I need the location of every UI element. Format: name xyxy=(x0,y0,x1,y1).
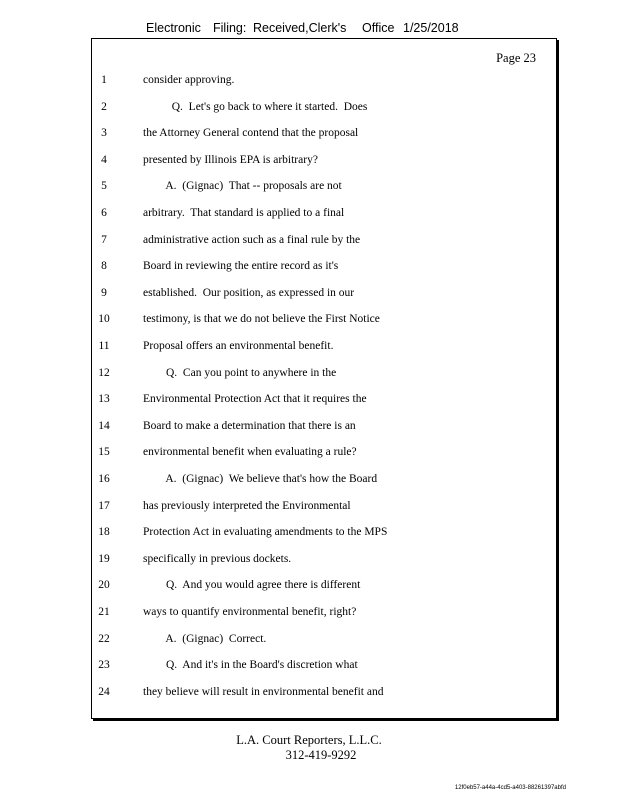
line-text: Board to make a determination that there is an xyxy=(143,419,356,432)
line-number: 1 xyxy=(101,74,107,86)
transcript-line xyxy=(0,522,618,542)
transcript-line xyxy=(0,336,618,356)
transcript-line xyxy=(0,230,618,250)
line-text: Environmental Protection Act that it requires the xyxy=(143,393,367,406)
line-text: environmental benefit when evaluating a rule? xyxy=(143,446,357,459)
line-number: 24 xyxy=(98,685,110,698)
line-number: 22 xyxy=(98,632,110,645)
transcript-line xyxy=(0,150,618,170)
stamp-received: Received,Clerk's xyxy=(253,21,347,35)
document-hash: 12f0eb57-a44a-4cd5-a403-88261397abfd xyxy=(454,785,566,791)
stamp-date: 1/25/2018 xyxy=(403,21,459,35)
line-number: 13 xyxy=(98,393,110,406)
transcript-line xyxy=(0,602,618,622)
line-text: Q. And you would agree there is different xyxy=(143,579,361,592)
transcript-line xyxy=(0,575,618,595)
line-number: 12 xyxy=(98,366,110,379)
line-text: testimony, is that we do not believe the First Notice xyxy=(143,313,380,326)
line-text: Protection Act in evaluating amendments to the MPS xyxy=(143,526,388,539)
transcript-line xyxy=(0,176,618,196)
line-text: presented by Illinois EPA is arbitrary? xyxy=(143,153,318,166)
line-text: Board in reviewing the entire record as it's xyxy=(143,260,339,273)
line-text: specifically in previous dockets. xyxy=(143,552,292,565)
transcript-line xyxy=(0,363,618,383)
line-text: consider approving. xyxy=(143,74,235,86)
line-number: 11 xyxy=(98,340,110,352)
stamp-electronic: Electronic xyxy=(146,21,201,35)
line-text: established. Our position, as expressed in our xyxy=(143,286,355,299)
transcript-line xyxy=(0,70,618,90)
transcript-line xyxy=(0,496,618,516)
transcript-line xyxy=(0,442,618,462)
line-text: A. (Gignac) Correct. xyxy=(143,632,267,645)
line-number: 15 xyxy=(98,446,110,459)
footer-phone: 312-419-9292 xyxy=(285,748,357,762)
line-number: 17 xyxy=(98,499,110,512)
line-number: 10 xyxy=(98,313,110,326)
line-number: 9 xyxy=(101,286,107,299)
transcript-line xyxy=(0,655,618,675)
transcript-line xyxy=(0,469,618,489)
line-text: ways to quantify environmental benefit, right? xyxy=(143,606,357,618)
transcript-line xyxy=(0,283,618,303)
transcript-line xyxy=(0,203,618,223)
transcript-line xyxy=(0,123,618,143)
line-number: 6 xyxy=(101,207,107,219)
stamp-filing: Filing: xyxy=(213,21,247,35)
transcript-line xyxy=(0,256,618,276)
line-number: 2 xyxy=(101,100,107,113)
line-text: they believe will result in environmental benefit and xyxy=(143,685,384,698)
transcript-line xyxy=(0,629,618,649)
line-text: has previously interpreted the Environmental xyxy=(143,499,351,512)
line-text: Q. Let's go back to where it started. Does xyxy=(143,100,368,113)
line-text: the Attorney General contend that the proposal xyxy=(143,127,359,140)
line-number: 19 xyxy=(98,552,110,565)
line-number: 21 xyxy=(98,606,110,618)
line-number: 8 xyxy=(101,260,107,273)
transcript-line xyxy=(0,389,618,409)
line-number: 18 xyxy=(98,526,110,539)
line-text: A. (Gignac) That -- proposals are not xyxy=(143,180,342,193)
footer-company: L.A. Court Reporters, L.L.C. xyxy=(236,733,382,747)
transcript-line xyxy=(0,309,618,329)
line-number: 16 xyxy=(98,473,110,485)
page-number: Page 23 xyxy=(496,51,536,65)
line-text: Q. Can you point to anywhere in the xyxy=(143,366,337,379)
line-text: Proposal offers an environmental benefit. xyxy=(143,340,334,352)
line-number: 23 xyxy=(98,659,110,672)
line-number: 7 xyxy=(101,233,107,246)
footer xyxy=(0,733,618,763)
line-text: Q. And it's in the Board's discretion what xyxy=(143,659,358,672)
transcript-line xyxy=(0,682,618,702)
line-number: 5 xyxy=(101,180,107,193)
line-number: 4 xyxy=(101,153,107,166)
transcript-line xyxy=(0,97,618,117)
transcript-line xyxy=(0,549,618,569)
line-text: arbitrary. That standard is applied to a final xyxy=(143,207,345,219)
line-number: 3 xyxy=(101,127,107,140)
line-text: administrative action such as a final rule by the xyxy=(143,233,361,246)
line-number: 20 xyxy=(98,579,110,592)
stamp-office: Office xyxy=(362,21,395,35)
transcript-line xyxy=(0,416,618,436)
line-number: 14 xyxy=(98,419,110,432)
line-text: A. (Gignac) We believe that's how the Board xyxy=(143,473,378,485)
